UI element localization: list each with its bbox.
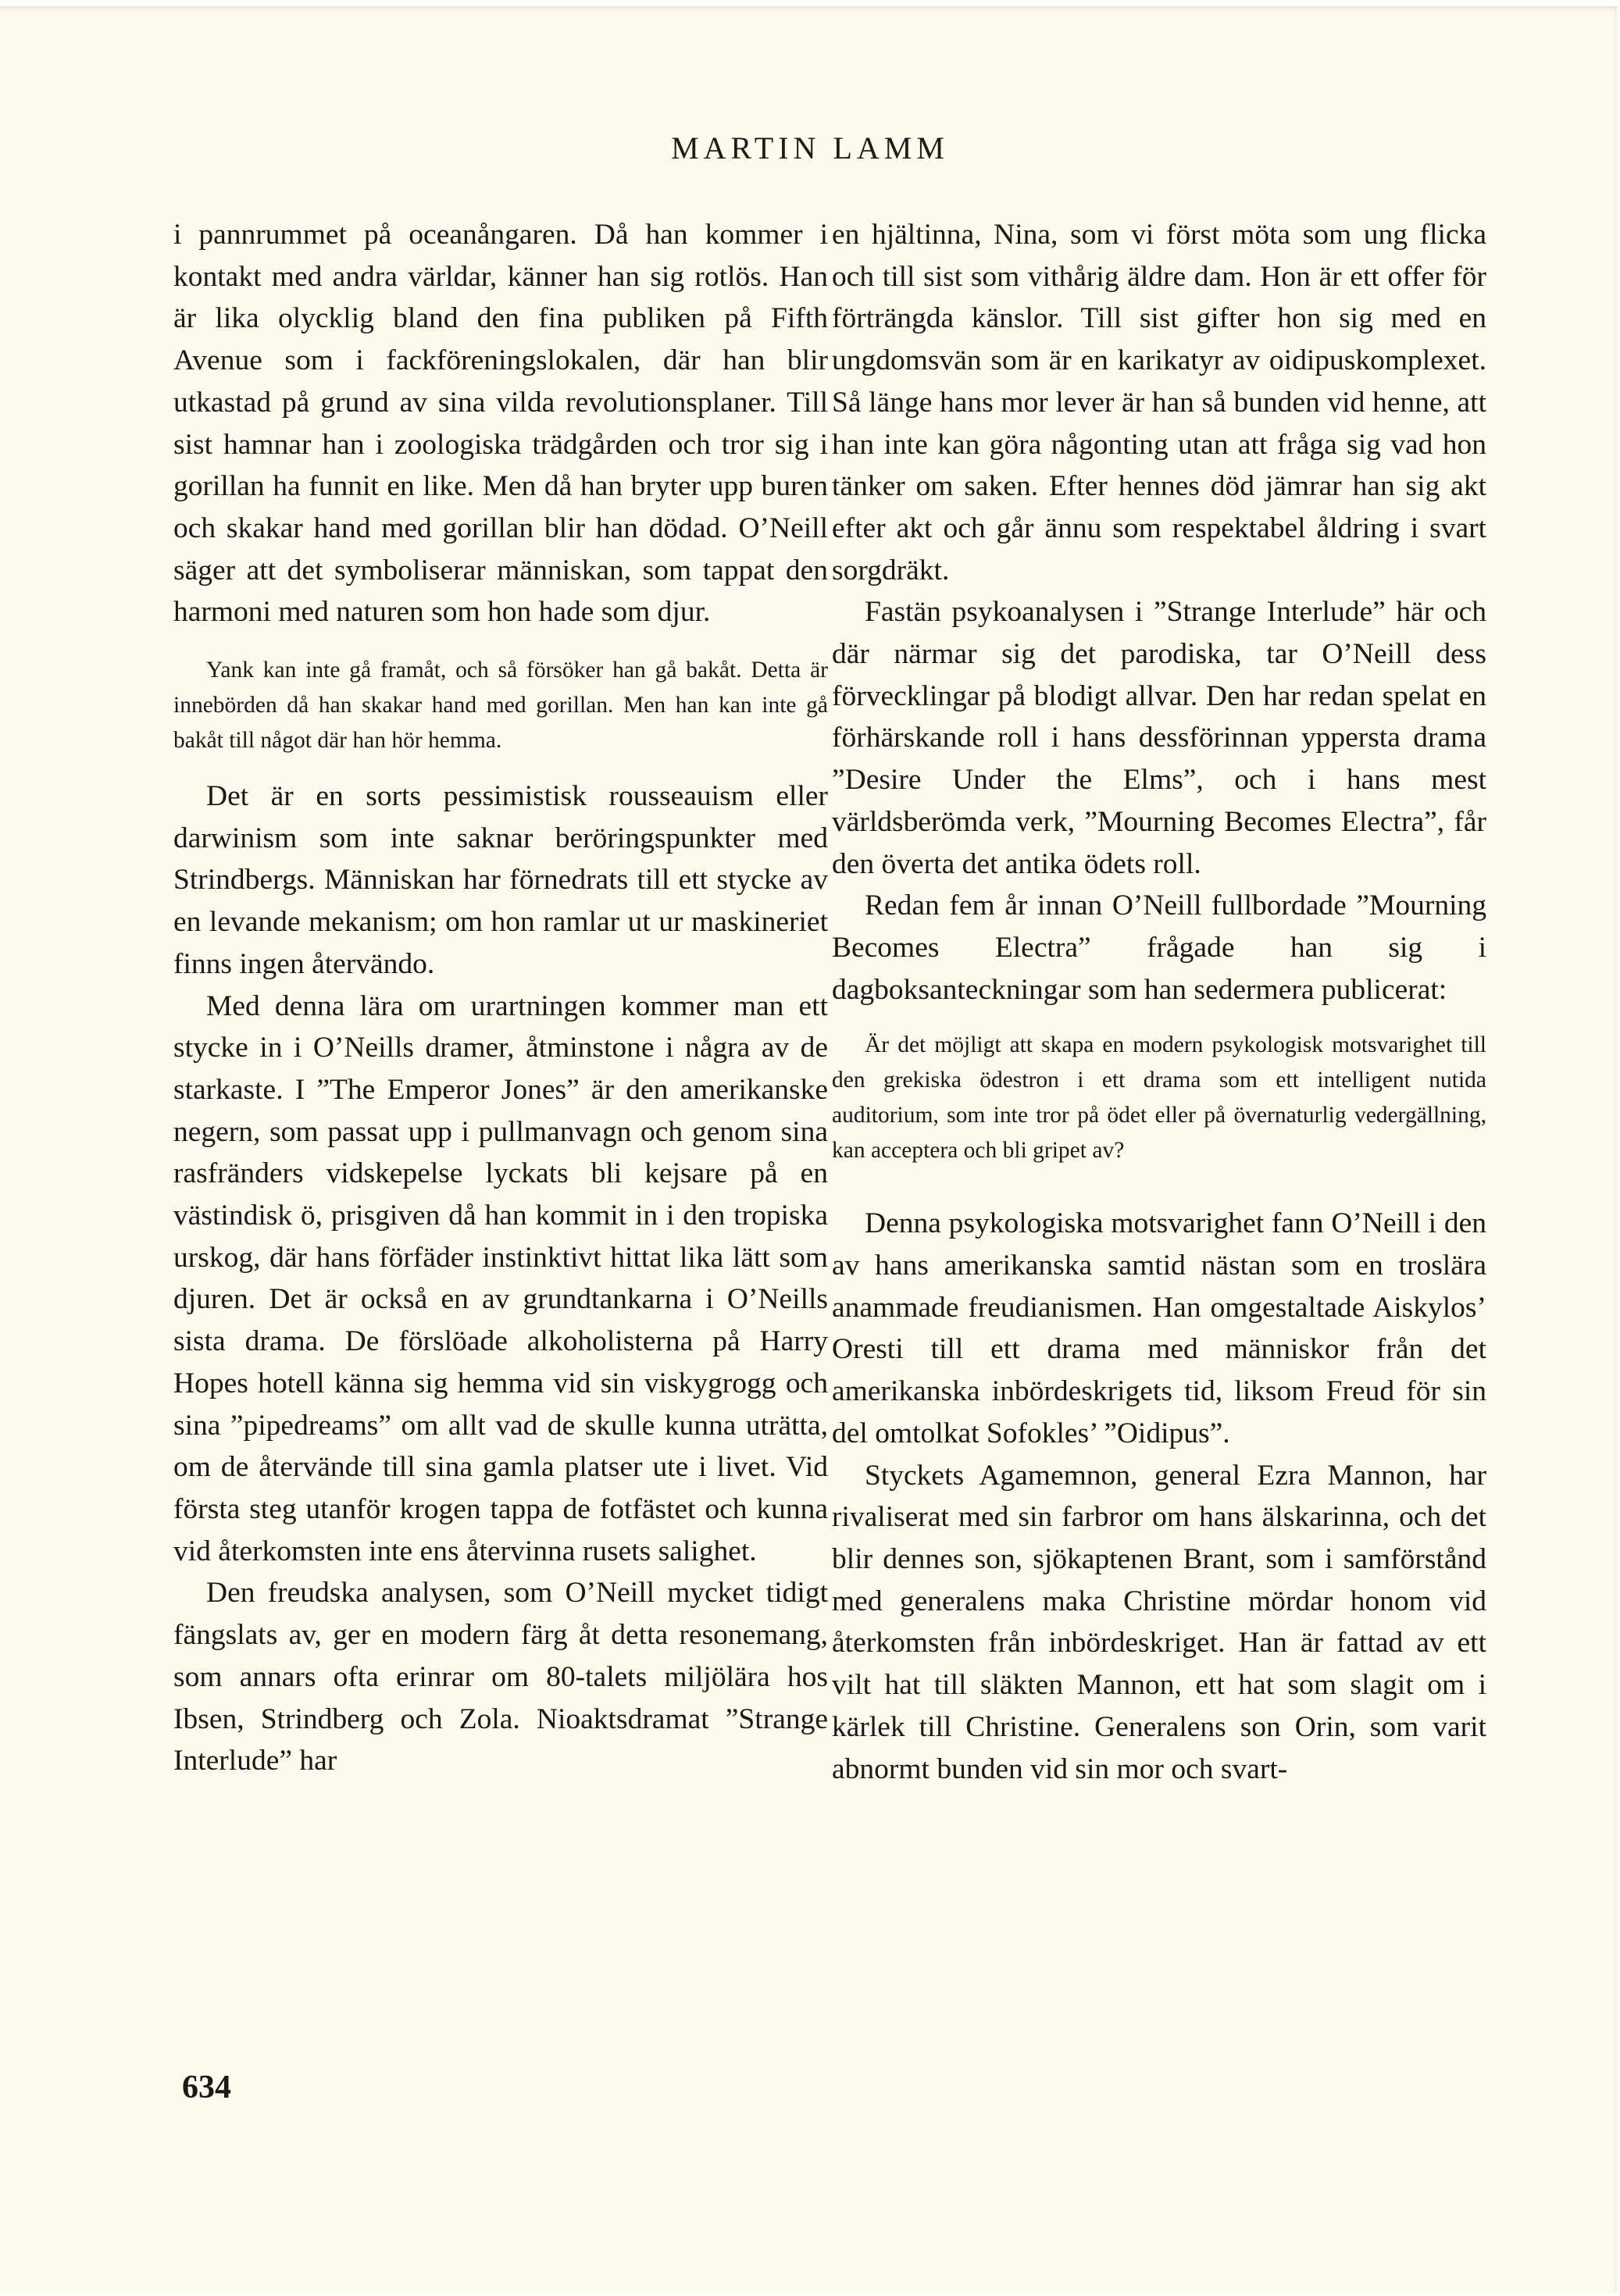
right-column <box>832 214 1486 1790</box>
paragraph: Denna psykologiska motsvarighet fann O’Neill i den av hans amerikanska samtid nästan som en troslära anammade freudianismen. Han omgestaltade Aiskylos’ Oresti till ett drama med människor från det amerikanska inbördeskrigets tid, liksom Freud för sin del omtolkat Sofokles’ ”Oidipus”. <box>832 1207 1486 1449</box>
block-quote: Är det möjligt att skapa en modern psykologisk motsvarighet till den grekiska ödestron i ett drama som ett intelligent nutida auditorium, som inte tror på ödet eller på övernaturlig vedergällning, kan acceptera och bli gripet av? <box>832 1032 1486 1164</box>
paragraph: Med denna lära om urartningen kommer man ett stycke in i O’Neills dramer, åtminstone i några av de starkaste. I ”The Emperor Jones” är den amerikanske negern, som passat upp i pullmanvagn och genom sina rasfränders vidskepelse lyckats bli kejsare på en västindisk ö, prisgiven då han kommit in i den tropiska urskog, där hans förfäder instinktivt hittat lika lätt som djuren. Det är också en av grundtankarna i O’Neills sista drama. De förslöade alkoholisterna på Harry Hopes hotell känna sig hemma vid sin viskygrogg och sina ”pipedreams” om allt vad de skulle kunna uträtta, om de återvände till sina gamla platser ute i livet. Vid första steg utanför krogen tappa de fotfästet och kunna vid återkomsten inte ens återvinna rusets salighet. <box>173 989 828 1567</box>
paragraph: Fastän psykoanalysen i ”Strange Interlude” här och där närmar sig det parodiska, tar O’Neill dess förvecklingar på blodigt allvar. Den har redan spelat en förhärskande roll i hans dessförinnan yppersta drama ”Desire Under the Elms”, och i hans mest världsberömda verk, ”Mourning Becomes Electra”, får den överta det antika ödets roll. <box>832 596 1486 880</box>
paragraph: Redan fem år innan O’Neill fullbordade ”Mourning Becomes Electra” frågade han sig i dagboksanteckningar som han sedermera publicerat: <box>832 890 1486 1006</box>
paragraph: Det är en sorts pessimistisk rousseauism eller darwinism som inte saknar beröringspunkter med Strindbergs. Människan har förnedrats till ett stycke av en levande mekanism; om hon ramlar ut ur maskineriet finns ingen återvändo. <box>173 780 828 980</box>
paragraph: i pannrummet på oceanångaren. Då han kommer i kontakt med andra världar, känner han sig rotlös. Han är lika olycklig bland den fina publiken på Fifth Avenue som i fackföreningslokalen, där han blir utkastad på grund av sina vilda revolutionsplaner. Till sist hamnar han i zoologiska trädgården och tror sig i gorillan ha funnit en like. Men då han bryter upp buren och skakar hand med gorillan blir han dödad. O’Neill säger att det symboliserar människan, som tappat den harmoni med naturen som hon hade som djur. <box>173 219 828 629</box>
running-head: MARTIN LAMM <box>671 130 949 166</box>
page-number: 634 <box>182 2070 231 2105</box>
paragraph: Den freudska analysen, som O’Neill mycket tidigt fängslats av, ger en modern färg åt detta resonemang, som annars ofta erinrar om 80-talets miljölära hos Ibsen, Strindberg och Zola. Nioaktsdramat ”Strange Interlude” har <box>173 1577 828 1777</box>
left-column <box>173 214 828 1782</box>
block-quote: Yank kan inte gå framåt, och så försöker han gå bakåt. Detta är innebörden då han skakar hand med gorillan. Men han kan inte gå bakåt till något där han hör hemma. <box>173 658 828 754</box>
paragraph: Styckets Agamemnon, general Ezra Mannon, har rivaliserat med sin farbror om hans älskarinna, och det blir dennes son, sjökaptenen Brant, som i samförstånd med generalens maka Christine mördar honom vid återkomsten från inbördeskriget. Han är fattad av ett vilt hat till släkten Mannon, ett hat som slagit om i kärlek till Christine. Generalens son Orin, som varit abnormt bunden vid sin mor och svart- <box>832 1459 1486 1785</box>
book-page <box>0 6 1617 2293</box>
paragraph: en hjältinna, Nina, som vi först möta som ung flicka och till sist som vithårig äldre dam. Hon är ett offer för förträngda känslor. Till sist gifter hon sig med en ungdomsvän som är en karikatyr av oidipuskomplexet. Så länge hans mor lever är han så bunden vid henne, att han inte kan göra någonting utan att fråga sig vad hon tänker om saken. Efter hennes död jämrar han sig akt efter akt och går ännu som respektabel åldring i svart sorgdräkt. <box>832 219 1486 586</box>
